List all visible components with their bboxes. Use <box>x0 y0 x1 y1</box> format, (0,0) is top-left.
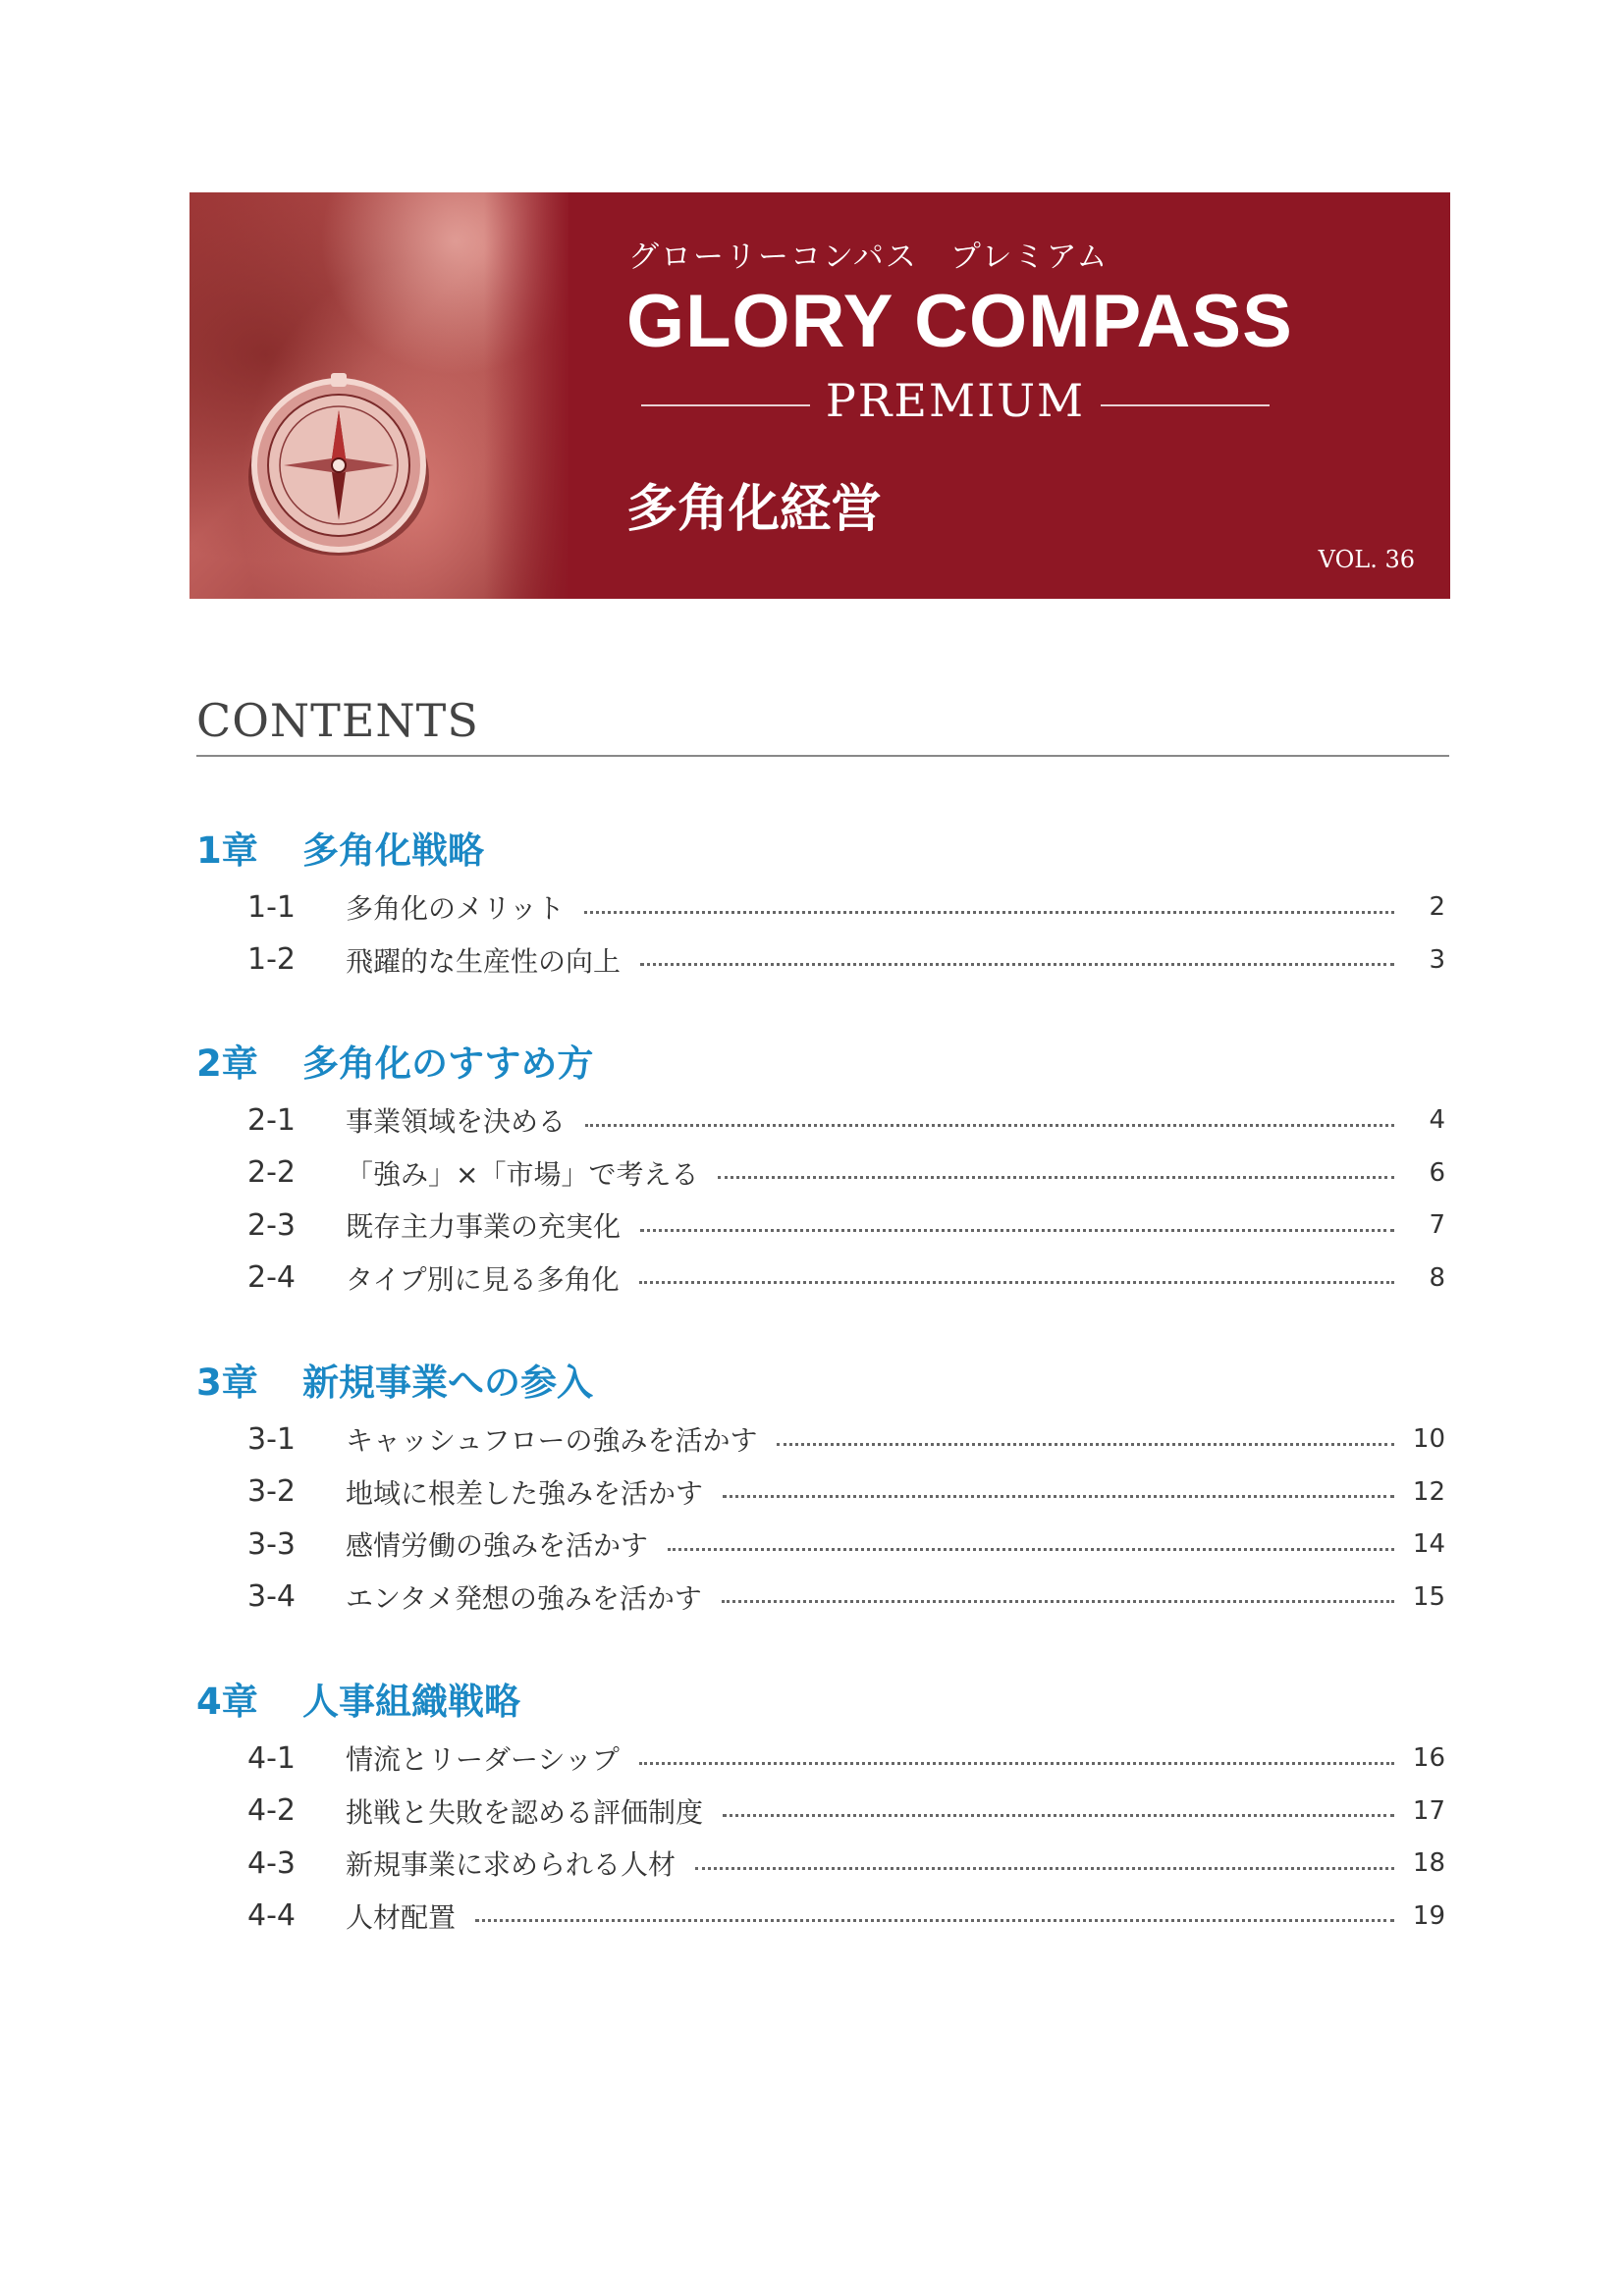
section-title: 事業領域を決める <box>346 1105 567 1138</box>
section-title: 挑戦と失敗を認める評価制度 <box>346 1795 704 1829</box>
toc-entry[interactable] <box>247 1577 1445 1617</box>
section-number: 1-2 <box>247 942 296 977</box>
toc-entry[interactable] <box>247 1524 1445 1564</box>
page-number: 15 <box>1412 1581 1445 1612</box>
chapter-number: 3章 <box>196 1362 258 1404</box>
page-number: 2 <box>1429 892 1445 922</box>
leader-dots <box>722 1600 1394 1603</box>
leader-dots <box>640 963 1394 966</box>
chapter-heading <box>196 821 484 874</box>
leader-dots <box>584 911 1394 914</box>
leader-dots <box>723 1495 1394 1498</box>
section-title: キャッシュフローの強みを活かす <box>346 1424 758 1457</box>
section-number: 2-1 <box>247 1102 296 1138</box>
leader-dots <box>668 1548 1394 1551</box>
toc-entry[interactable] <box>247 1896 1445 1936</box>
section-number: 3-3 <box>247 1526 296 1562</box>
premium-label <box>641 374 1270 433</box>
title-main: GLORY COMPASS <box>626 280 1293 363</box>
section-title: タイプ別に見る多角化 <box>346 1262 620 1296</box>
leader-dots <box>585 1124 1394 1127</box>
section-title: 飛躍的な生産性の向上 <box>346 944 622 978</box>
contents-divider <box>196 755 1449 757</box>
section-number: 4-3 <box>247 1845 296 1881</box>
leader-dots <box>723 1814 1394 1817</box>
section-title: 感情労働の強みを活かす <box>346 1529 649 1562</box>
toc-entry[interactable] <box>247 1738 1445 1778</box>
toc-entry[interactable] <box>247 1205 1445 1245</box>
section-number: 3-2 <box>247 1474 296 1509</box>
leader-dots <box>475 1919 1394 1922</box>
toc-entry[interactable] <box>247 1791 1445 1831</box>
chapter-title: 新規事業への参入 <box>302 1362 593 1404</box>
section-title: 情流とリーダーシップ <box>346 1743 620 1776</box>
chapter-number: 2章 <box>196 1042 258 1085</box>
section-number: 2-4 <box>247 1260 296 1295</box>
cover-banner <box>189 192 1450 599</box>
chapter-title: 人事組織戦略 <box>302 1681 520 1723</box>
volume-number: VOL. 36 <box>1318 546 1415 573</box>
page-number: 6 <box>1429 1157 1445 1188</box>
leader-dots <box>639 1762 1394 1765</box>
section-number: 1-1 <box>247 889 296 925</box>
section-number: 2-3 <box>247 1207 296 1243</box>
section-number: 4-2 <box>247 1793 296 1828</box>
section-title: 地域に根差した強みを活かす <box>346 1476 704 1510</box>
page-number: 4 <box>1429 1105 1445 1135</box>
section-title: 「強み」×「市場」で考える <box>346 1157 699 1191</box>
toc-entry[interactable] <box>247 1100 1445 1140</box>
title-japanese: グローリーコンパス プレミアム <box>628 240 1110 275</box>
chapter-title: 多角化のすすめ方 <box>302 1042 594 1085</box>
toc-entry[interactable] <box>247 1843 1445 1883</box>
chapter-heading <box>196 1034 593 1087</box>
page-number: 17 <box>1412 1795 1445 1826</box>
compass-icon <box>241 367 437 563</box>
toc-entry[interactable] <box>247 940 1445 980</box>
leader-dots <box>777 1443 1394 1446</box>
leader-dots <box>718 1176 1394 1179</box>
page-number: 18 <box>1412 1848 1445 1878</box>
section-title: 人材配置 <box>346 1900 457 1934</box>
section-number: 3-4 <box>247 1579 296 1614</box>
chapter-heading <box>196 1672 520 1725</box>
page-number: 8 <box>1429 1262 1445 1293</box>
page-number: 14 <box>1412 1529 1445 1559</box>
toc-entry[interactable] <box>247 1258 1445 1298</box>
toc-entry[interactable] <box>247 1153 1445 1193</box>
section-title: 既存主力事業の充実化 <box>346 1210 622 1243</box>
page-number: 3 <box>1429 944 1445 975</box>
page-number: 19 <box>1412 1900 1445 1931</box>
section-number: 3-1 <box>247 1421 296 1457</box>
section-title: 多角化のメリット <box>346 892 565 925</box>
chapter-number: 4章 <box>196 1681 258 1723</box>
toc-entry[interactable] <box>247 1419 1445 1459</box>
page-number: 10 <box>1412 1424 1445 1454</box>
issue-subtitle: 多角化経営 <box>626 480 883 539</box>
premium-rule-right <box>1101 404 1270 406</box>
section-title: エンタメ発想の強みを活かす <box>346 1581 702 1615</box>
leader-dots <box>639 1281 1394 1284</box>
leader-dots <box>695 1867 1394 1870</box>
contents-heading: CONTENTS <box>196 694 479 747</box>
page-number: 12 <box>1412 1476 1445 1507</box>
leader-dots <box>640 1229 1394 1232</box>
page-number: 16 <box>1412 1743 1445 1773</box>
section-number: 4-4 <box>247 1898 296 1933</box>
chapter-title: 多角化戦略 <box>302 829 484 872</box>
chapter-number: 1章 <box>196 829 258 872</box>
toc-entry[interactable] <box>247 887 1445 927</box>
chapter-heading <box>196 1353 593 1406</box>
premium-text: PREMIUM <box>825 374 1086 427</box>
section-number: 2-2 <box>247 1155 296 1190</box>
page-number: 7 <box>1429 1210 1445 1240</box>
section-number: 4-1 <box>247 1740 296 1776</box>
toc-entry[interactable] <box>247 1472 1445 1512</box>
section-title: 新規事業に求められる人材 <box>346 1848 677 1881</box>
